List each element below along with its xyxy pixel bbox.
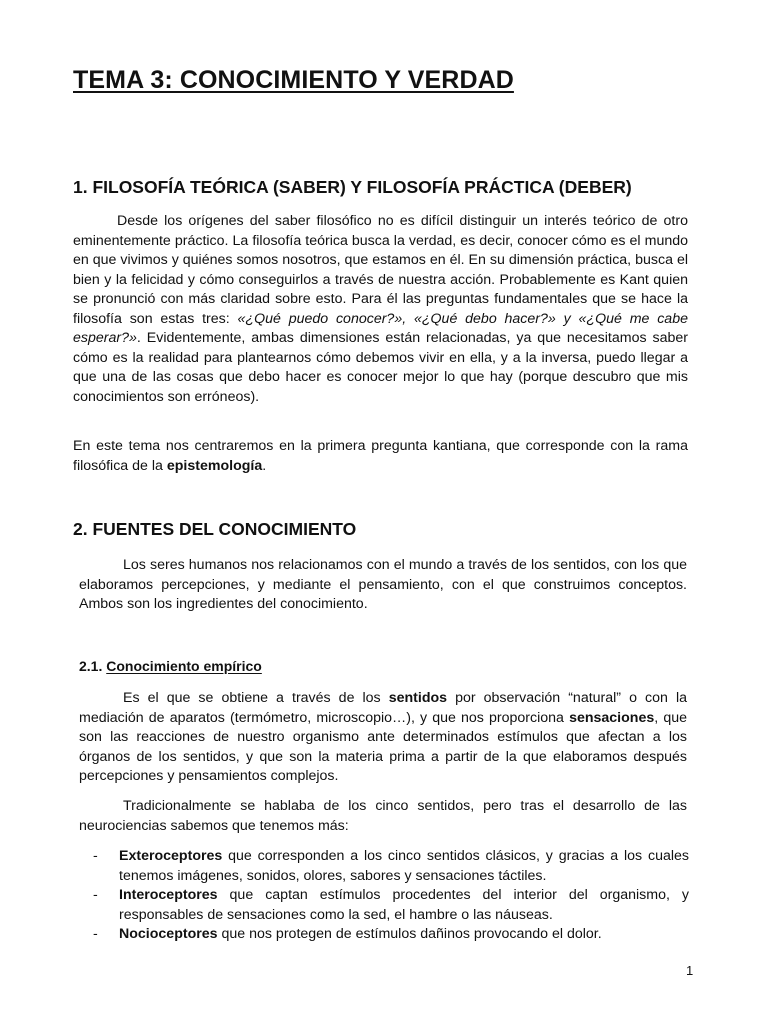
page-title: TEMA 3: CONOCIMIENTO Y VERDAD bbox=[73, 66, 514, 94]
list-item bbox=[79, 886, 689, 925]
subsection-2-1-heading bbox=[79, 658, 262, 674]
text-run: por observación “natural” o con la mediación de aparatos (termómetro, microscopio…), y que nos proporciona bbox=[79, 690, 687, 726]
text-run: . bbox=[262, 457, 267, 474]
text-run: , que son las reacciones de nuestro organismo ante determinados estímulos que afectan a los órganos de los sentidos, y que son la materia prima a partir de la que elaboramos después percepciones y pensamientos complejos. bbox=[79, 709, 687, 784]
text-run: . Evidentemente, ambas dimensiones están relacionadas, ya que necesitamos saber cómo es la realidad para plantearnos cómo debemos vivir en ella, y a la inversa, puedo llegar a que una de las cosas que debo hacer es conocer mejor lo que hay (porque descubro que mis conocimientos son erróneos). bbox=[73, 330, 688, 405]
list-dash: - bbox=[93, 926, 98, 942]
subsection-2-1-paragraph-1 bbox=[79, 689, 687, 787]
section-1-paragraph-1 bbox=[73, 212, 688, 407]
list-item bbox=[79, 847, 689, 886]
section-1-heading: 1. FILOSOFÍA TEÓRICA (SABER) Y FILOSOFÍA PRÁCTICA (DEBER) bbox=[73, 177, 632, 197]
section-2-heading: 2. FUENTES DEL CONOCIMIENTO bbox=[73, 519, 357, 539]
section-2-paragraph-1: Los seres humanos nos relacionamos con el mundo a través de los sentidos, con los que elaboramos percepciones, y mediante el pensamiento, con el que construimos conceptos. Ambos son los ingredientes del conocimiento. bbox=[79, 557, 687, 612]
subsection-2-1-paragraph-2: Tradicionalmente se hablaba de los cinco sentidos, pero tras el desarrollo de las neurociencias sabemos que tenemos más: bbox=[79, 798, 687, 834]
list-term: Exteroceptores bbox=[119, 848, 223, 864]
term-sentidos: sentidos bbox=[388, 690, 448, 706]
list-dash: - bbox=[93, 887, 98, 903]
section-1-paragraph-2 bbox=[73, 437, 688, 476]
page-number: 1 bbox=[686, 963, 694, 978]
list-item bbox=[79, 925, 689, 945]
subsection-title: Conocimiento empírico bbox=[106, 658, 262, 674]
receptor-list bbox=[79, 847, 689, 945]
text-run: En este tema nos centraremos en la primera pregunta kantiana, que corresponde con la rama filosófica de la bbox=[73, 438, 688, 474]
list-dash: - bbox=[93, 848, 98, 864]
term-epistemologia: epistemología bbox=[166, 457, 263, 474]
text-run: Es el que se obtiene a través de los bbox=[123, 690, 389, 706]
subsection-number: 2.1. bbox=[79, 658, 103, 674]
list-text: que nos protegen de estímulos dañinos provocando el dolor. bbox=[217, 926, 602, 942]
kant-questions: «¿Qué puedo conocer?», «¿Qué debo hacer?» y «¿Qué me cabe esperar?» bbox=[73, 310, 688, 346]
text-run: Desde los orígenes del saber filosófico no es difícil distinguir un interés teórico de otro eminentemente práctico. La filosofía teórica busca la verdad, es decir, conocer cómo es el mundo en que vivimos y quiénes somos nosotros, que estamos en él. En su dimensión práctica, busca el bien y la felicidad y cómo conseguirlos a través de nuestra acción. Probablemente es Kant quien se pronunció con más claridad sobre esto. Para él las preguntas fundamentales que se hace la filosofía son estas tres: bbox=[73, 213, 688, 327]
list-text: que captan estímulos procedentes del interior del organismo, y responsables de sensaciones como la sed, el hambre o las náuseas. bbox=[119, 887, 689, 923]
term-sensaciones: sensaciones bbox=[569, 709, 655, 726]
list-term: Nocioceptores bbox=[119, 926, 218, 942]
list-term: Interoceptores bbox=[119, 887, 218, 903]
list-text: que corresponden a los cinco sentidos clásicos, y gracias a los cuales tenemos imágenes, sonidos, olores, sabores y sensaciones táctiles. bbox=[119, 848, 689, 884]
